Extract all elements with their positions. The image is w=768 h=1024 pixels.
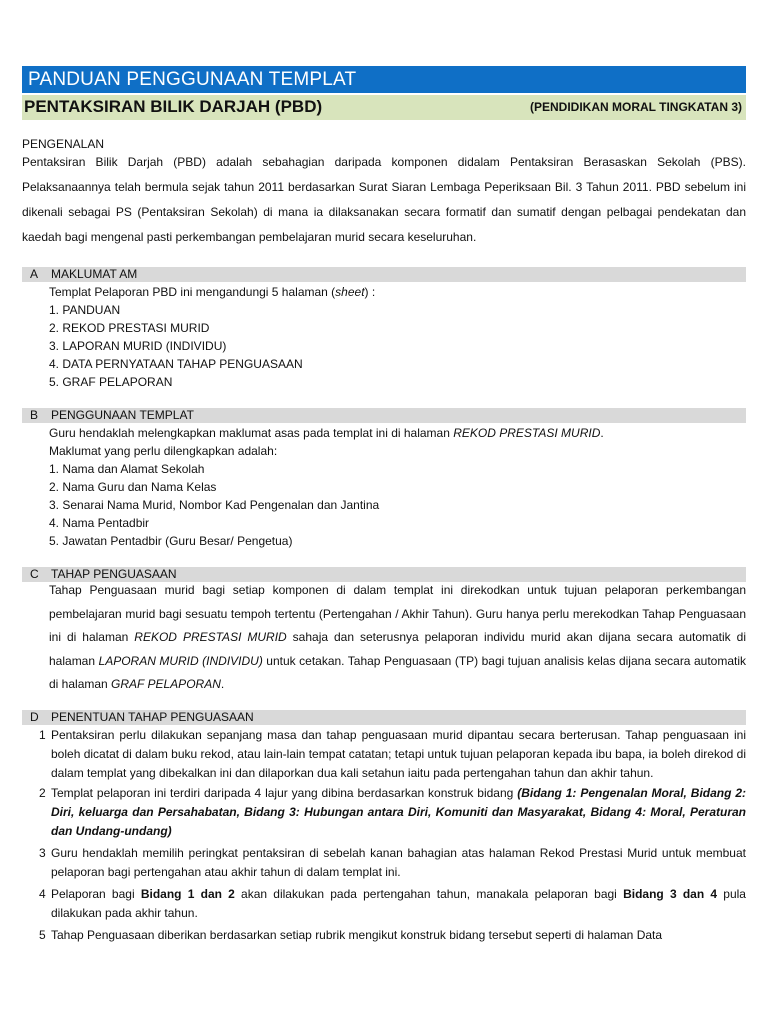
- section-title: PENGGUNAAN TEMPLAT: [51, 408, 194, 422]
- section-title: MAKLUMAT AM: [51, 267, 138, 281]
- numbered-item: 3 Guru hendaklah memilih peringkat pentaksiran di sebelah kanan bahagian atas halaman Rekod Prestasi Murid untuk membuat pelaporan bagi pertengahan atau akhir tahun di dalam templat ini.: [39, 845, 746, 879]
- item-number: 1: [39, 727, 46, 742]
- list-item: 1. Nama dan Alamat Sekolah: [49, 462, 205, 476]
- list-item: 5. Jawatan Pentadbir (Guru Besar/ Pengetua): [49, 534, 293, 548]
- list-item: 2. Nama Guru dan Nama Kelas: [49, 480, 217, 494]
- list-item: 1. PANDUAN: [49, 303, 121, 317]
- item-number: 5: [39, 927, 46, 942]
- document-title: PANDUAN PENGGUNAAN TEMPLAT: [22, 66, 746, 93]
- intro-paragraph: Pentaksiran Bilik Darjah (PBD) adalah sebahagian daripada komponen didalam Pentaksiran Berasaskan Sekolah (PBS). Pelaksanaannya telah bermula sejak tahun 2011 berdasarkan Surat Siaran Lembaga Peperiksaan Bil. 3 Tahun 2011. PBD sebelum ini dikenali sebagai PS (Pentaksiran Sekolah) di mana ia dilaksanakan secara formatif dan sumatif dengan pelbagai pendekatan dan kaedah bagi mengenal pasti perkembangan pembelajaran murid secara keseluruhan.: [22, 155, 746, 244]
- numbered-item: 1 Pentaksiran perlu dilakukan sepanjang masa dan tahap penguasaan murid dipantau secara berterusan. Tahap penguasaan ini boleh dicatat di dalam buku rekod, atau lain-lain tempat catatan; tetapi untuk tujuan pelaporan kepada ibu bapa, ia boleh direkod di dalam templat yang dibekalkan ini dan dilaporkan dua kali setahun iaitu pada pertengahan tahun dan akhir tahun.: [39, 727, 746, 780]
- list-item: 5. GRAF PELAPORAN: [49, 375, 173, 389]
- item-number: 3: [39, 845, 46, 860]
- section-b-line: Guru hendaklah melengkapkan maklumat asas pada templat ini di halaman REKOD PRESTASI MURID.: [49, 426, 604, 440]
- section-b-body: [22, 424, 746, 550]
- section-d-header: [22, 710, 746, 725]
- section-letter: C: [30, 567, 39, 581]
- section-c-header: [22, 567, 746, 582]
- section-letter: D: [30, 709, 39, 724]
- list-item: 4. DATA PERNYATAAN TAHAP PENGUASAAN: [49, 357, 303, 371]
- list-item: 3. Senarai Nama Murid, Nombor Kad Pengenalan dan Jantina: [49, 498, 380, 512]
- item-number: 4: [39, 886, 46, 901]
- section-a-intro: Templat Pelaporan PBD ini mengandungi 5 halaman (sheet) :: [49, 285, 376, 299]
- section-title: TAHAP PENGUASAAN: [51, 567, 177, 581]
- section-letter: B: [30, 408, 39, 422]
- intro-heading: PENGENALAN: [22, 137, 105, 151]
- numbered-item: 2 Templat pelaporan ini terdiri daripada 4 lajur yang dibina berdasarkan konstruk bidang (Bidang 1: Pengenalan Moral, Bidang 2: Diri, keluarga dan Persahabatan, Bidang 3: Hubungan antara Diri, Komuniti dan Masyarakat, Bidang 4: Moral, Peraturan dan Undang-undang): [39, 785, 746, 838]
- section-title: PENENTUAN TAHAP PENGUASAAN: [51, 709, 254, 724]
- numbered-item: 5 Tahap Penguasaan diberikan berdasarkan setiap rubrik mengikut konstruk bidang tersebut seperti di halaman Data: [22, 926, 746, 945]
- section-d-body: [22, 726, 746, 945]
- section-a-body: [22, 283, 746, 391]
- list-item: 3. LAPORAN MURID (INDIVIDU): [49, 339, 227, 353]
- section-b-line: Maklumat yang perlu dilengkapkan adalah:: [49, 444, 278, 458]
- document-subtitle: PENTAKSIRAN BILIK DARJAH (PBD): [24, 97, 323, 116]
- section-c-paragraph: Tahap Penguasaan murid bagi setiap komponen di dalam templat ini direkodkan untuk tujuan pelaporan perkembangan pembelajaran murid bagi sesuatu tempoh tertentu (Pertengahan / Akhir Tahun). Guru hanya perlu merekodkan Tahap Penguasaan ini di halaman REKOD PRESTASI MURID sahaja dan seterusnya pelaporan individu murid akan dijana secara automatik di halaman LAPORAN MURID (INDIVIDU) untuk cetakan. Tahap Penguasaan (TP) bagi tujuan analisis kelas dijana secara automatik di halaman GRAF PELAPORAN.: [49, 583, 746, 691]
- document-page: [22, 66, 746, 945]
- subject-label: (PENDIDIKAN MORAL TINGKATAN 3): [530, 100, 742, 114]
- subtitle-bar: [22, 95, 746, 120]
- intro-section: [22, 137, 746, 250]
- list-item: 4. Nama Pentadbir: [49, 516, 150, 530]
- numbered-item: 4 Pelaporan bagi Bidang 1 dan 2 akan dilakukan pada pertengahan tahun, manakala pelaporan bagi Bidang 3 dan 4 pula dilakukan pada akhir tahun.: [39, 886, 746, 920]
- section-a-header: [22, 267, 746, 282]
- item-number: 2: [39, 785, 46, 800]
- section-b-header: [22, 408, 746, 423]
- section-letter: A: [30, 267, 39, 281]
- list-item: 2. REKOD PRESTASI MURID: [49, 321, 210, 335]
